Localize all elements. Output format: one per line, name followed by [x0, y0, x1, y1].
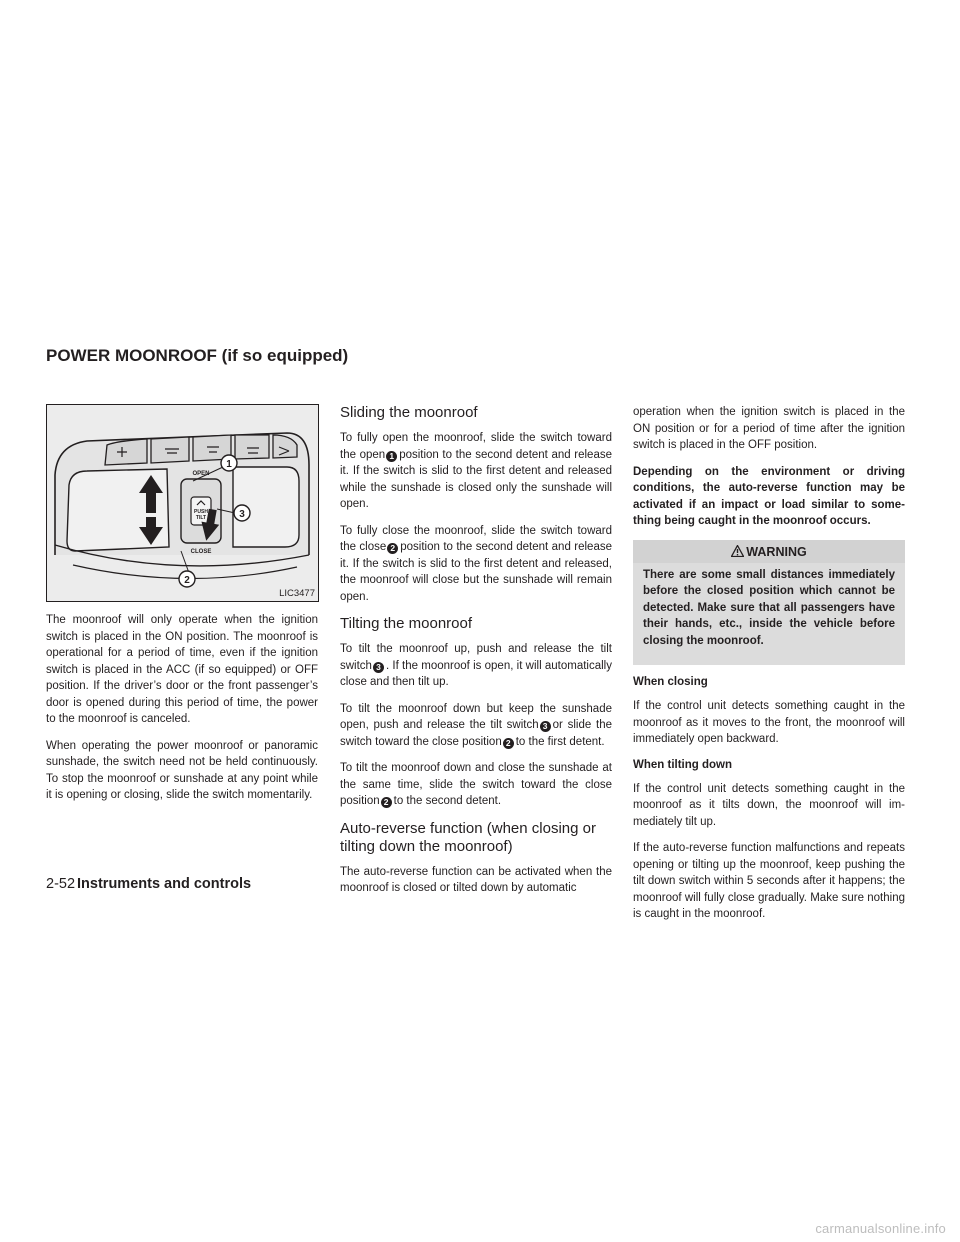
push-label: PUSH	[194, 509, 208, 515]
warning-header	[633, 540, 905, 563]
callout-3-text: 3	[239, 509, 245, 520]
paragraph-when-closing: If the control unit detects something caught in the moonroof as it moves to the front, the moonroof will immediately open backward.	[633, 700, 905, 745]
watermark: carmanualsonline.info	[815, 1221, 946, 1236]
figure-label: LIC3477	[279, 588, 315, 599]
open-label: OPEN	[192, 471, 210, 477]
paragraph-tilt-up: To tilt the moonroof up, push and release the tilt switch 3 . If the moonroof is open, it will automatically close and then tilt up.	[340, 643, 612, 688]
page-number: 2-52	[46, 876, 76, 892]
paragraph-auto-reverse-cont: operation when the ignition switch is placed in the ON position or for a period of time after the ignition switch is placed in the OFF position.	[633, 406, 905, 451]
circled-number-icon: 2	[381, 797, 392, 808]
circled-number-icon: 3	[373, 662, 384, 673]
warning-title: WARNING	[746, 544, 807, 559]
paragraph-auto-reverse: The auto-reverse function can be activated when the moonroof is closed or tilted down by automatic	[340, 865, 612, 894]
column-3	[633, 404, 905, 933]
paragraph-operating-switch: When operating the power moonroof or panoramic sunshade, the switch need not be held continuously. To stop the moonroof or sunshade at any point while it is opening or closing, slide the switch momentarily.	[46, 739, 318, 801]
heading-auto-reverse: Auto-reverse function (when closing or tilting down the moonroof)	[340, 819, 596, 855]
heading-when-closing: When closing	[633, 676, 708, 688]
warning-text: There are some small distances immediately before the closed position which cannot be detected. Make sure that all passengers have their hands, etc., inside the vehicle before closing the moonroof.	[643, 568, 895, 647]
paragraph-when-tilting-down: If the control unit detects something caught in the moonroof as it tilts down, the moonroof will immediately tilt up.	[633, 782, 905, 828]
moonroof-switch-figure	[46, 404, 319, 602]
callout-1-text: 1	[226, 459, 232, 470]
heading-tilting: Tilting the moonroof	[340, 615, 473, 632]
paragraph-fully-open: To fully open the moonroof, slide the switch toward the open 1 position to the second detent and release it. If the switch is slid to the first detent and released while the sunshade is closed only the sunshade will open.	[340, 432, 612, 510]
warning-box	[633, 540, 905, 666]
paragraph-operation: The moonroof will only operate when the ignition switch is placed in the ON position. The moonroof is operational for a period of time, even if the ignition switch is placed in the ACC (if so equipped) or OFF position. If the driver’s door or the front passenger’s door is opened during this period of time, the power to the moonroof is canceled.	[46, 614, 318, 725]
heading-sliding: Sliding the moonroof	[340, 404, 478, 421]
circled-number-icon: 1	[386, 451, 397, 462]
page-footer	[46, 876, 251, 892]
circled-number-icon: 2	[503, 738, 514, 749]
close-label: CLOSE	[190, 549, 212, 555]
circled-number-icon: 2	[387, 543, 398, 554]
section-title: POWER MOONROOF (if so equipped)	[46, 346, 349, 365]
tilt-label: TILT	[195, 515, 207, 521]
paragraph-tilt-down-close: To tilt the moonroof down and close the sunshade at the same time, slide the switch toward the close position 2 to the second detent.	[340, 762, 612, 807]
paragraph-fully-close: To fully close the moonroof, slide the switch toward the close 2 position to the second detent and release it. If the switch is slid to the first detent and released, the moonroof will close but the sunshade will remain open.	[340, 524, 612, 603]
footer-section: Instruments and controls	[77, 876, 252, 892]
paragraph-auto-reverse-note: Depending on the environment or driving conditions, the auto-reverse function may be activated if an impact or load similar to something being caught in the moonroof occurs.	[633, 465, 905, 527]
column-2	[340, 404, 612, 907]
warning-triangle-icon	[731, 545, 744, 557]
column-1	[46, 404, 318, 814]
moonroof-switch-illustration	[47, 405, 318, 601]
heading-when-tilting-down: When tilting down	[633, 758, 733, 771]
paragraph-tilt-down-keep-open: To tilt the moonroof down but keep the sunshade open, push and release the tilt switch 3 or slide the switch toward the close position 2 to the first detent.	[340, 702, 612, 748]
circled-number-icon: 3	[540, 721, 551, 732]
paragraph-malfunction: If the auto-reverse function malfunctions and repeats opening or tilting up the moonroof, keep pushing the tilt down switch within 5 seconds after it happens; the moonroof will fully close gradually. Make sure nothing is caught in the moonroof.	[633, 842, 905, 920]
callout-2-text: 2	[184, 575, 190, 586]
